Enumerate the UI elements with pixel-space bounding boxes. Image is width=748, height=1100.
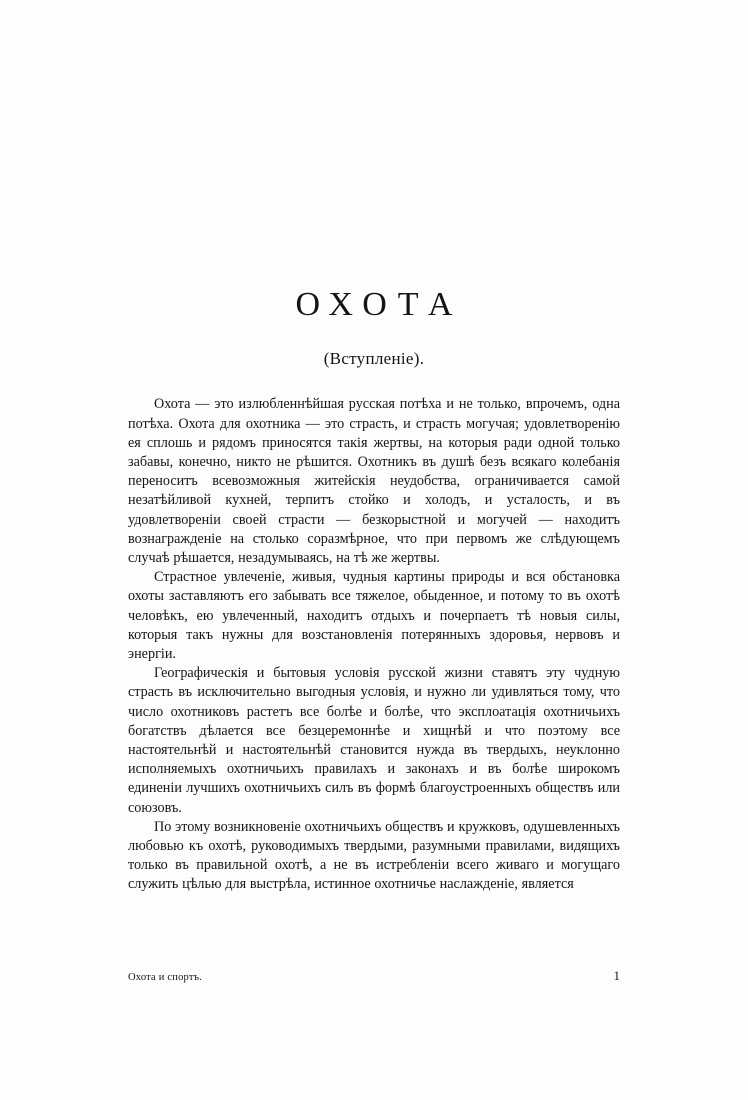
paragraph: Географическія и бытовыя условія русской жизни ставятъ эту чудную страсть въ исключительно выгодныя условія, и нужно ли удивляться тому, что число охотниковъ растетъ все болѣе и болѣе, что эксплоатація охотничьихъ богатствъ дѣлается все безцеремоннѣе и хищнѣй и что поэтому все настоятельнѣй и настоятельнѣй становится нужда въ твердыхъ, неуклонно исполняемыхъ охотничьихъ правилахъ и законахъ и въ болѣе широкомъ единеніи лучшихъ охотничьихъ силъ въ формѣ благоустроенныхъ обществъ или союзовъ. [128,665,620,816]
paragraph: Охота — это излюбленнѣйшая русская потѣха и не только, впрочемъ, одна потѣха. Охота для охотника — это страсть, и страсть могучая; удовлетворенію ея сплошь и рядомъ приносятся такія жертвы, на которыя ради одной только забавы, конечно, никто не рѣшится. Охотникъ въ душѣ безъ всякаго колебанія переноситъ всевозможныя житейскія неудобства, ограничивается самой незатѣйливой кухней, терпитъ стойко и холодъ, и усталость, и въ удовлетвореніи своей страсти — безкорыстной и могучей — находитъ вознагражденіе на столько соразмѣрное, что при первомъ же слѣдующемъ случаѣ рѣшается, незадумываясь, на тѣ же жертвы. [128,396,620,567]
page-footer [128,968,620,984]
page-content [128,286,620,895]
page-subtitle: (Вступленіе). [323,349,425,369]
body-text [128,395,620,894]
page-title: ОХОТА [295,286,464,323]
paragraph: По этому возникновеніе охотничьихъ обществъ и кружковъ, одушевленныхъ любовью къ охотѣ, руководимыхъ твердыми, разумными правилами, видящихъ только въ правильной охотѣ, а не въ истребленіи всего живаго и могущаго служить цѣлью для выстрѣла, истинное охотничье наслажденіе, является [128,818,620,893]
running-title: Охота и спортъ. [128,972,203,983]
page-number: 1 [613,968,620,983]
paragraph: Страстное увлеченіе, живыя, чудныя картины природы и вся обстановка охоты заставляютъ его забывать все тяжелое, обыденное, и потому то въ охотѣ человѣкъ, ею увлеченный, находитъ отдыхъ и почерпаетъ тѣ новыя силы, которыя такъ нужны для возстановленія потерянныхъ здоровья, нервовъ и энергіи. [128,569,620,663]
